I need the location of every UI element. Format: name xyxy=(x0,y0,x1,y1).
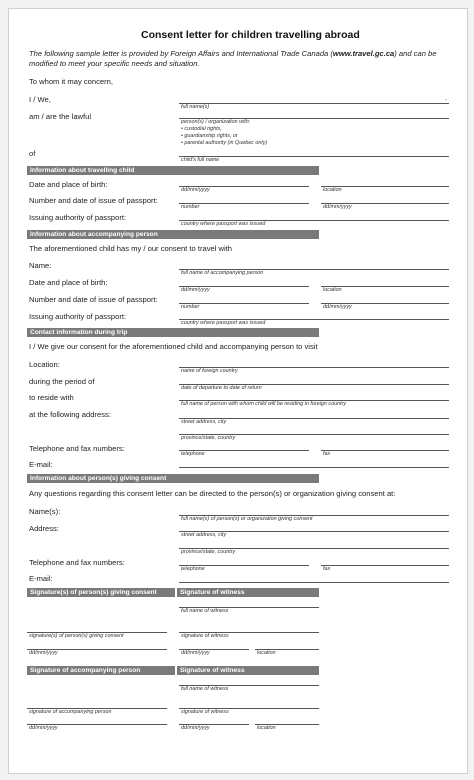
period-mark: . xyxy=(445,95,447,102)
consent-telephone-caption: telephone xyxy=(181,566,205,572)
contact-email-label: E-mail: xyxy=(29,460,53,469)
contact-fax-line[interactable] xyxy=(321,450,449,451)
page-title: Consent letter for children travelling abroad xyxy=(141,29,360,41)
section-contact-info: Contact information during trip xyxy=(27,328,319,337)
salutation: To whom it may concern, xyxy=(29,77,113,86)
address-label: at the following address: xyxy=(29,410,111,419)
section-signature-consent: Signature(s) of person(s) giving consent xyxy=(27,588,175,597)
accompanying-number-caption: number xyxy=(181,304,200,310)
intro-line-1 xyxy=(29,49,436,59)
accompanying-name-label: Name: xyxy=(29,261,52,270)
child-date2-caption: dd/mm/yyyy xyxy=(323,204,352,210)
accompanying-name-caption: full name of accompanying person xyxy=(181,270,264,276)
child-authority-label: Issuing authority of passport: xyxy=(29,213,127,222)
accompanying-authority-label: Issuing authority of passport: xyxy=(29,312,127,321)
accompanying-location-caption: location xyxy=(323,287,342,293)
child-country-caption: country where passport was issued xyxy=(181,221,266,227)
accompanying-signature-caption: signature of accompanying person xyxy=(29,709,112,715)
travel-link[interactable]: www.travel.gc.ca xyxy=(332,49,395,58)
rights-bullet-list xyxy=(181,126,267,148)
list-item: • guardianship rights, or xyxy=(181,133,238,140)
contact-street-caption: street address, city xyxy=(181,419,227,425)
list-item: • parental authority (in Quebec only) xyxy=(181,140,268,147)
consent-province-caption: province/state, country xyxy=(181,549,236,555)
travel-period-caption: date of departure to date of return xyxy=(181,385,262,391)
accompanying-country-caption: country where passport was issued xyxy=(181,320,266,326)
full-names-caption: full name(s) xyxy=(181,104,210,110)
witness2-location-caption: location xyxy=(257,725,276,731)
consent-phone-label: Telephone and fax numbers: xyxy=(29,558,125,567)
witness2-name-caption: full name of witness xyxy=(181,686,229,692)
consent-statement: Any questions regarding this consent letter can be directed to the person(s) or organization giving consent at: xyxy=(29,489,396,498)
witness-date-caption: dd/mm/yyyy xyxy=(181,650,210,656)
consent-email-label: E-mail: xyxy=(29,574,53,583)
witness-signature-caption: signature of witness xyxy=(181,633,229,639)
child-location-caption: location xyxy=(323,187,342,193)
period-label: during the period of xyxy=(29,377,95,386)
accompanying-date-caption: dd/mm/yyyy xyxy=(29,725,58,731)
consent-email-line[interactable] xyxy=(179,582,449,583)
consent-signature-caption: signature(s) of person(s) giving consent xyxy=(29,633,124,639)
of-label: of xyxy=(29,149,36,158)
consent-fax-line[interactable] xyxy=(321,565,449,566)
section-consent-person: Information about person(s) giving consent xyxy=(27,474,319,483)
witness2-date-caption: dd/mm/yyyy xyxy=(181,725,210,731)
lawful-label: am / are the lawful xyxy=(29,112,92,121)
child-number-caption: number xyxy=(181,204,200,210)
contact-phone-label: Telephone and fax numbers: xyxy=(29,444,125,453)
reside-label: to reside with xyxy=(29,393,74,402)
accompanying-date2-caption: dd/mm/yyyy xyxy=(323,304,352,310)
persons-caption: person(s) / organization with: xyxy=(181,119,251,125)
child-passport-label: Number and date of issue of passport: xyxy=(29,196,158,205)
consent-names-label: Name(s): xyxy=(29,507,61,516)
foreign-country-caption: name of foreign country xyxy=(181,368,238,374)
child-name-line[interactable] xyxy=(179,156,449,157)
section-accompanying-person: Information about accompanying person xyxy=(27,230,319,239)
intro-text-end: ) and can be xyxy=(394,49,437,58)
witness-name-caption: full name of witness xyxy=(181,608,229,614)
list-item: • custodial rights, xyxy=(181,126,222,132)
intro-text: The following sample letter is provided by Foreign Affairs and International Trade Canada ( xyxy=(29,49,333,58)
section-signature-accompanying: Signature of accompanying person xyxy=(27,666,175,675)
witness-location-caption: location xyxy=(257,650,276,656)
contact-telephone-caption: telephone xyxy=(181,451,205,457)
child-date-caption: dd/mm/yyyy xyxy=(181,187,210,193)
i-we-label: I / We, xyxy=(29,95,51,104)
location-label: Location: xyxy=(29,360,60,369)
accompanying-date-caption: dd/mm/yyyy xyxy=(181,287,210,293)
consent-address-label: Address: xyxy=(29,524,59,533)
contact-province-caption: province/state, country xyxy=(181,435,236,441)
accompanying-passport-label: Number and date of issue of passport: xyxy=(29,295,158,304)
accompanying-dob-label: Date and place of birth: xyxy=(29,278,108,287)
section-travelling-child: Information about travelling child xyxy=(27,166,319,175)
contact-email-line[interactable] xyxy=(179,467,449,468)
consent-fax-caption: fax xyxy=(323,566,331,572)
accompanying-statement: The aforementioned child has my / our consent to travel with xyxy=(29,244,233,253)
intro-line-2: modified to meet your specific needs and situation. xyxy=(29,59,200,68)
section-signature-witness: Signature of witness xyxy=(177,588,319,597)
section-signature-witness-2: Signature of witness xyxy=(177,666,319,675)
consent-date-caption: dd/mm/yyyy xyxy=(29,650,58,656)
host-name-caption: full name of person with whom child will be residing in foreign country xyxy=(181,401,347,407)
contact-statement: I / We give our consent for the aforementioned child and accompanying person to visit xyxy=(29,342,318,351)
contact-fax-caption: fax xyxy=(323,451,331,457)
full-names-line[interactable] xyxy=(179,103,449,104)
consent-street-caption: street address, city xyxy=(181,532,227,538)
child-name-caption: child's full name xyxy=(181,157,220,163)
consent-letter-page xyxy=(8,8,468,774)
witness2-signature-caption: signature of witness xyxy=(181,709,229,715)
consent-names-caption: full name(s) of person(s) or organization giving consent xyxy=(181,516,313,522)
child-dob-label: Date and place of birth: xyxy=(29,180,108,189)
